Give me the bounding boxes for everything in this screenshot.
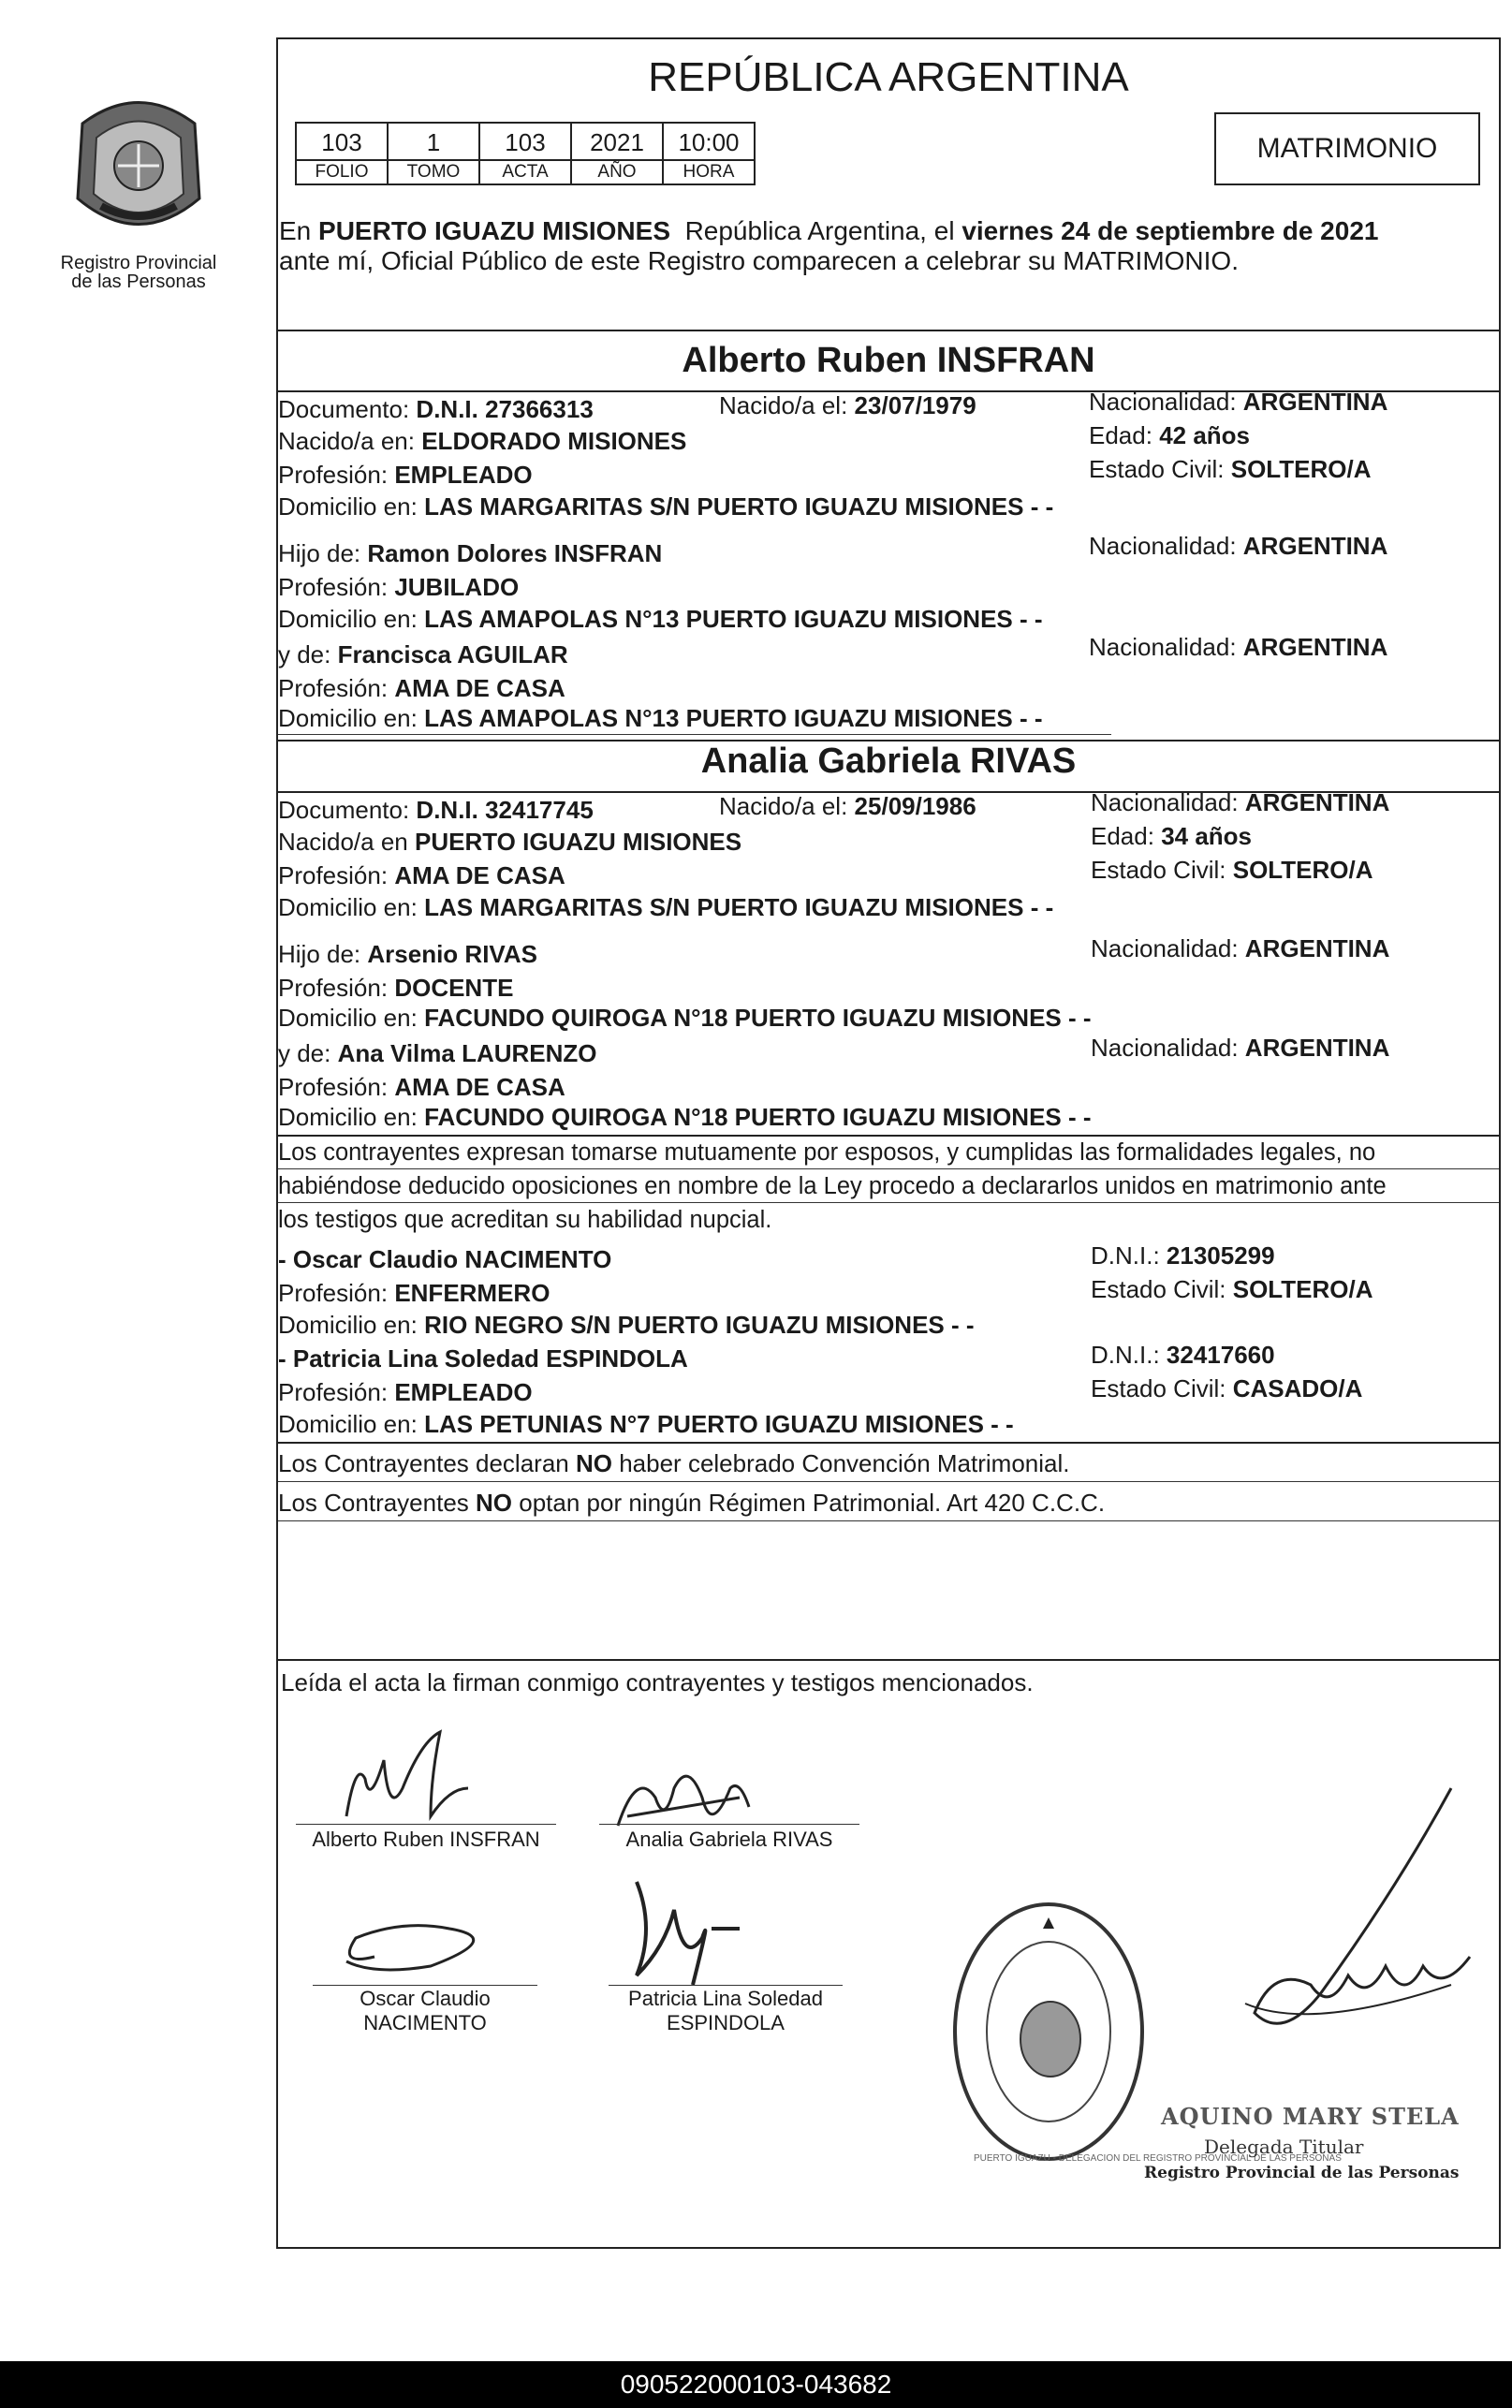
intro-line1: En PUERTO IGUAZU MISIONES República Argentina, el viernes 24 de septiembre de 2021 (279, 216, 1379, 245)
act-type-label: MATRIMONIO (1256, 133, 1438, 164)
signature-line (296, 1824, 556, 1825)
witness2-dni: D.N.I.: 32417660 (1091, 1341, 1275, 1369)
signature-line (599, 1824, 859, 1825)
official-stamp-text: PUERTO IGUAZU - DELEGACION DEL REGISTRO PROVINCIAL DE LAS PERSONAS (974, 2153, 1342, 2164)
groom-born-in: Nacido/a en: ELDORADO MISIONES (278, 427, 687, 455)
bride-profession: Profesión: AMA DE CASA (278, 861, 565, 889)
witness1-signature-line2: NACIMENTO (363, 2011, 487, 2034)
groom-civil-status: Estado Civil: SOLTERO/A (1089, 455, 1372, 483)
groom-age: Edad: 42 años (1089, 421, 1251, 449)
registry-cell-folio: 103 FOLIO (297, 124, 389, 184)
groom-name: Alberto Ruben INSFRAN (682, 341, 1095, 380)
bride-address: Domicilio en: LAS MARGARITAS S/N PUERTO IGUAZU MISIONES - - (278, 893, 1054, 921)
official-role: Delegada Titular (1204, 2136, 1364, 2158)
divider (276, 1442, 1501, 1444)
official-org: Registro Provincial de las Personas (1144, 2164, 1460, 2182)
witness1-address: Domicilio en: RIO NEGRO S/N PUERTO IGUAZU MISIONES - - (278, 1311, 975, 1339)
registry-cell-anio: 2021 AÑO (572, 124, 664, 184)
groom-father-profession: Profesión: JUBILADO (278, 573, 520, 601)
registry-cell-acta: 103 ACTA (480, 124, 572, 184)
witness2-profession: Profesión: EMPLEADO (278, 1378, 533, 1406)
groom-father-address: Domicilio en: LAS AMAPOLAS N°13 PUERTO IGUAZU MISIONES - - (278, 605, 1043, 633)
bride-father-nationality: Nacionalidad: ARGENTINA (1091, 934, 1390, 962)
witness1-civil-status: Estado Civil: SOLTERO/A (1091, 1275, 1373, 1303)
registry-table (295, 122, 756, 185)
signatures-intro: Leída el acta la firman conmigo contrayentes y testigos mencionados. (281, 1668, 1034, 1696)
divider (276, 330, 1501, 331)
bride-father-address: Domicilio en: FACUNDO QUIROGA N°18 PUERTO IGUAZU MISIONES - - (278, 1004, 1092, 1032)
witness2-name: - Patricia Lina Soledad ESPINDOLA (278, 1344, 688, 1373)
bride-born-on: Nacido/a el: 25/09/1986 (719, 792, 976, 820)
page-title: REPÚBLICA ARGENTINA (648, 54, 1129, 100)
underline (278, 1202, 1499, 1203)
misiones-seal-icon (45, 86, 232, 255)
registry-cell-tomo: 1 TOMO (389, 124, 480, 184)
underline (278, 1168, 1499, 1169)
divider (276, 1135, 1501, 1137)
document-barcode: 090522000103-043682 (0, 2361, 1512, 2408)
groom-father-nationality: Nacionalidad: ARGENTINA (1089, 532, 1388, 560)
logo-caption-line1: Registro Provincial (60, 253, 217, 273)
act-type-box (1214, 112, 1480, 185)
groom-father: Hijo de: Ramon Dolores INSFRAN (278, 539, 663, 567)
registry-cell-hora: 10:00 HORA (664, 124, 754, 184)
witness1-signature-line1: Oscar Claudio (360, 1987, 491, 2010)
groom-born-on: Nacido/a el: 23/07/1979 (719, 391, 976, 419)
groom-nationality: Nacionalidad: ARGENTINA (1089, 388, 1388, 416)
regime-line2: Los Contrayentes NO optan por ningún Régimen Patrimonial. Art 420 C.C.C. (278, 1489, 1106, 1517)
bride-nationality: Nacionalidad: ARGENTINA (1091, 788, 1390, 816)
groom-doc: Documento: D.N.I. 27366313 (278, 395, 594, 423)
bride-civil-status: Estado Civil: SOLTERO/A (1091, 856, 1373, 884)
declaration-line3: los testigos que acreditan su habilidad nupcial. (278, 1207, 772, 1233)
witness2-signature-line1: Patricia Lina Soledad (628, 1987, 823, 2010)
groom-mother-nationality: Nacionalidad: ARGENTINA (1089, 633, 1388, 661)
groom-mother-address: Domicilio en: LAS AMAPOLAS N°13 PUERTO IGUAZU MISIONES - - (278, 704, 1043, 732)
witness1-dni: D.N.I.: 21305299 (1091, 1241, 1275, 1270)
bride-mother: y de: Ana Vilma LAURENZO (278, 1039, 597, 1067)
bride-doc: Documento: D.N.I. 32417745 (278, 796, 594, 824)
bride-born-in: Nacido/a en PUERTO IGUAZU MISIONES (278, 828, 742, 856)
underline (278, 1520, 1499, 1521)
groom-signature-icon (318, 1723, 506, 1835)
divider (276, 1659, 1501, 1661)
witness2-civil-status: Estado Civil: CASADO/A (1091, 1374, 1363, 1402)
bride-mother-nationality: Nacionalidad: ARGENTINA (1091, 1034, 1390, 1062)
bride-age: Edad: 34 años (1091, 822, 1253, 850)
logo-caption-line2: de las Personas (71, 272, 206, 292)
underline (278, 1481, 1499, 1482)
bride-father: Hijo de: Arsenio RIVAS (278, 940, 537, 968)
declaration-line1: Los contrayentes expresan tomarse mutuamente por esposos, y cumplidas las formalidades legales, no (278, 1139, 1376, 1166)
witness1-signature-icon (318, 1910, 524, 1985)
bride-mother-profession: Profesión: AMA DE CASA (278, 1073, 565, 1101)
witness1-name: - Oscar Claudio NACIMENTO (278, 1245, 612, 1273)
bride-mother-address: Domicilio en: FACUNDO QUIROGA N°18 PUERTO IGUAZU MISIONES - - (278, 1103, 1092, 1131)
witness1-profession: Profesión: ENFERMERO (278, 1279, 550, 1307)
declaration-line2: habiéndose deducido oposiciones en nombre de la Ley procedo a declararlos unidos en matrimonio ante (278, 1173, 1387, 1199)
bride-father-profession: Profesión: DOCENTE (278, 974, 514, 1002)
official-name: AQUINO MARY STELA (1161, 2103, 1460, 2130)
groom-mother-profession: Profesión: AMA DE CASA (278, 674, 565, 702)
witness2-signature-line2: ESPINDOLA (667, 2011, 785, 2034)
groom-profession: Profesión: EMPLEADO (278, 461, 533, 489)
official-stamp-icon (946, 1891, 1152, 2172)
groom-mother: y de: Francisca AGUILAR (278, 640, 568, 668)
official-signature-icon (1170, 1779, 1489, 2097)
bride-signature-label: Analia Gabriela RIVAS (625, 1828, 833, 1851)
witness2-signature-icon (609, 1872, 749, 1994)
underline (278, 734, 1111, 735)
bride-name: Analia Gabriela RIVAS (700, 741, 1077, 781)
province-logo (45, 86, 232, 311)
groom-signature-label: Alberto Ruben INSFRAN (312, 1828, 540, 1851)
regime-line1: Los Contrayentes declaran NO haber celebrado Convención Matrimonial. (278, 1449, 1070, 1477)
witness2-address: Domicilio en: LAS PETUNIAS N°7 PUERTO IGUAZU MISIONES - - (278, 1410, 1014, 1438)
intro-line2: ante mí, Oficial Público de este Registro comparecen a celebrar su MATRIMONIO. (279, 246, 1239, 275)
groom-address: Domicilio en: LAS MARGARITAS S/N PUERTO IGUAZU MISIONES - - (278, 492, 1054, 521)
